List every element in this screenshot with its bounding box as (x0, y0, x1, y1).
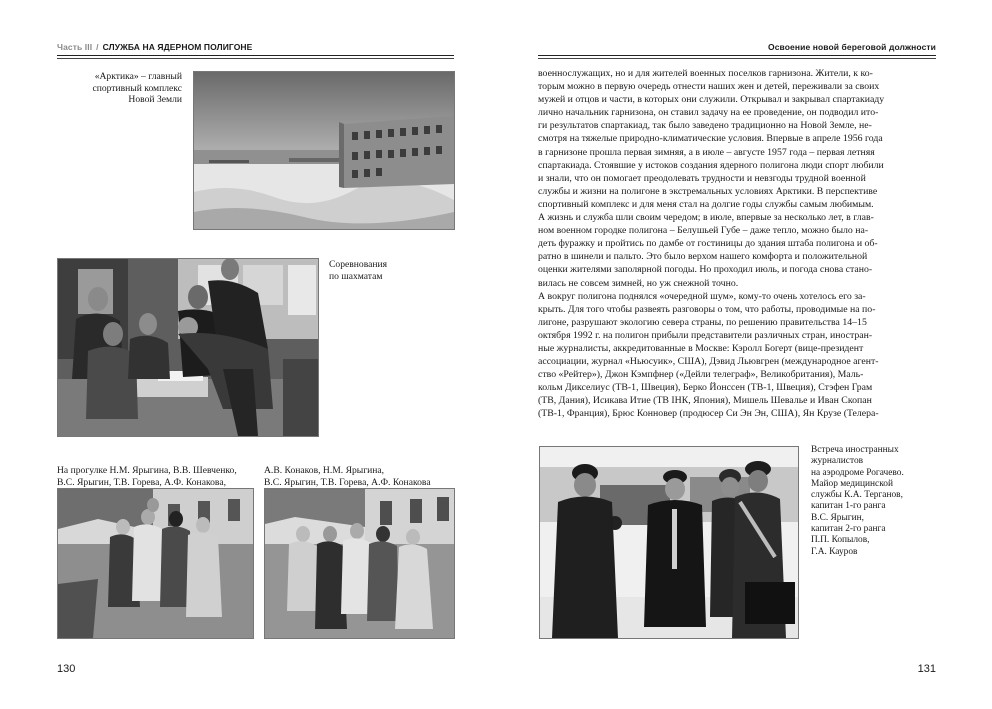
caption-line: журналистов (811, 456, 864, 467)
body-text-line: оценки жителями заполярной погоды. Но проходил июль, и погода снова стано- (538, 264, 873, 276)
left-header-rule-thin (57, 58, 454, 59)
caption-line: Встреча иностранных (811, 445, 899, 455)
caption-line: А.В. Конаков, Н.М. Ярыгина, (264, 465, 385, 476)
body-text-line: ные журналисты, аккредитованные в Москве: Кэролл Богерт (вице-президент (538, 342, 864, 354)
body-text-line: в гарнизоне прошла первая зимняя, а в июле – августе 1957 года – первая летняя (538, 146, 875, 158)
body-text (538, 67, 938, 421)
caption-line: П.П. Копылов, (811, 535, 870, 546)
part-label: Часть III (57, 42, 93, 52)
caption-line: Майор медицинской (811, 478, 893, 489)
body-text-line: (ТВ, Дания), Исикава Итие (ТВ IНК, Япония), Мишель Шевалье и Иван Скопан (538, 395, 872, 407)
right-header-rule-thin (538, 58, 936, 59)
left-page-number: 130 (57, 663, 76, 675)
body-text-line: А жизнь и служба шли своим чередом; в июле, впервые за несколько лет, в глав- (538, 212, 874, 224)
body-text-line: октября 1992 г. на полигон прибыли представители различных стран, иностран- (538, 329, 873, 341)
photo-journalists-airfield (539, 446, 799, 639)
caption-line: по шахматам (329, 270, 383, 282)
photo-walk-group-1 (57, 488, 254, 639)
caption-line: На прогулке Н.М. Ярыгина, В.В. Шевченко, (57, 465, 237, 476)
left-header-rule (57, 55, 454, 56)
caption-line: капитан 1-го ранга (811, 501, 886, 512)
caption-line: В.С. Ярыгин, Т.В. Горева, А.Ф. Конакова, (57, 476, 226, 488)
body-text-line: мужей и отцов и части, в которых они служили. Открывал и закрывал спартакиаду (538, 94, 885, 106)
caption-journalists (811, 445, 904, 558)
body-text-line: спартакиада. Стоявшие у истоков создания ядерного полигона люди спорт любили (538, 159, 884, 171)
caption-arktika (72, 71, 182, 106)
photo-walk-group-2 (264, 488, 455, 639)
caption-chess (329, 259, 387, 282)
body-text-line: ство «Рейтер»), Джон Кэмпфнер («Дейли телеграф», Великобритания), Маль- (538, 369, 864, 381)
body-text-line: лигоне, разрушают экологию севера страны, по решению правительства 14–15 (538, 316, 867, 328)
caption-line: Новой Земли (128, 94, 182, 105)
body-text-line: крыть. Для того чтобы развеять разговоры о том, что работы, проводимые на по- (538, 303, 876, 315)
body-text-line: ратно в шинели и пальто. Это было верхом нашего комфорта и положительной (538, 251, 868, 263)
photo-chess-competition (57, 258, 319, 437)
chapter-title: СЛУЖБА НА ЯДЕРНОМ ПОЛИГОНЕ (102, 42, 253, 52)
body-text-line: ги результатов спартакиад, так было заведено традиционно на Новой Земле, не- (538, 120, 872, 132)
photo-arktika-sports-complex (193, 71, 455, 230)
body-text-line: вилась не совсем зимней, но уж снежной точно. (538, 277, 739, 289)
right-running-header: Освоение новой береговой должности (768, 42, 936, 52)
caption-line: капитан 2-го ранга (811, 524, 886, 535)
body-text-line: ассоциации, журнал «Ньюсуик», США), Дэвид Льювгрен (международное агент- (538, 356, 879, 368)
caption-line: на аэродроме Рогачево. (811, 467, 904, 478)
body-text-line: деть фуражку и пройтись по дамбе от гостиницы до здания штаба полигона и об- (538, 238, 878, 250)
caption-line: службы К.А. Терганов, (811, 490, 903, 501)
body-text-line: кольм Дикселиус (ТВ-1, Швеция), Берко Йонссен (ТВ-1, Швеция), Стэфен Грам (538, 382, 873, 394)
body-text-line: спортивный комплекс и для меня стал на долгие годы службы самым любимым. (538, 198, 874, 210)
right-page-number: 131 (917, 663, 936, 675)
right-header-rule (538, 55, 936, 56)
body-text-line: торым можно в первую очередь отнести наших жен и детей, переживали за своих (538, 81, 880, 93)
body-text-line: А вокруг полигона поднялся «очередной шум», кому-то очень хотелось его за- (538, 290, 866, 302)
body-text-line: смотря на тяжелые природно-климатические условия. Впервые в апреле 1956 года (538, 133, 883, 145)
body-text-line: лично начальник гарнизона, он ставил задачу на ее проведение, он подводил ито- (538, 107, 879, 119)
caption-line: Соревнования (329, 259, 388, 270)
body-text-line: и знали, что он помогает преодолевать трудности и невзгоды трудной военной (538, 172, 866, 184)
header-separator: / (96, 42, 99, 52)
caption-line: В.С. Ярыгин, Т.В. Горева, А.Ф. Конакова (264, 476, 431, 488)
body-text-line: (ТВ-1, Франция), Брюс Конновер (продюсер Си Эн Эн, США), Ян Крузе (Телера- (538, 408, 879, 420)
caption-line: «Арктика» – главный (94, 71, 182, 82)
caption-walk-left (57, 465, 237, 488)
caption-line: Г.А. Кауров (811, 546, 858, 557)
caption-walk-right (264, 465, 431, 488)
body-text-line: службы и жизни на полигоне в экстремальных условиях Арктики. В перспективе (538, 185, 878, 197)
caption-line: В.С. Ярыгин, (811, 512, 864, 523)
left-running-header (57, 42, 252, 52)
body-text-line: ном военном городке полигона – Белушьей Губе – даже тепло, можно было на- (538, 225, 869, 237)
body-text-line: военнослужащих, но и для жителей военных поселков гарнизона. Жители, к ко- (538, 68, 873, 79)
caption-line: спортивный комплекс (92, 82, 182, 94)
